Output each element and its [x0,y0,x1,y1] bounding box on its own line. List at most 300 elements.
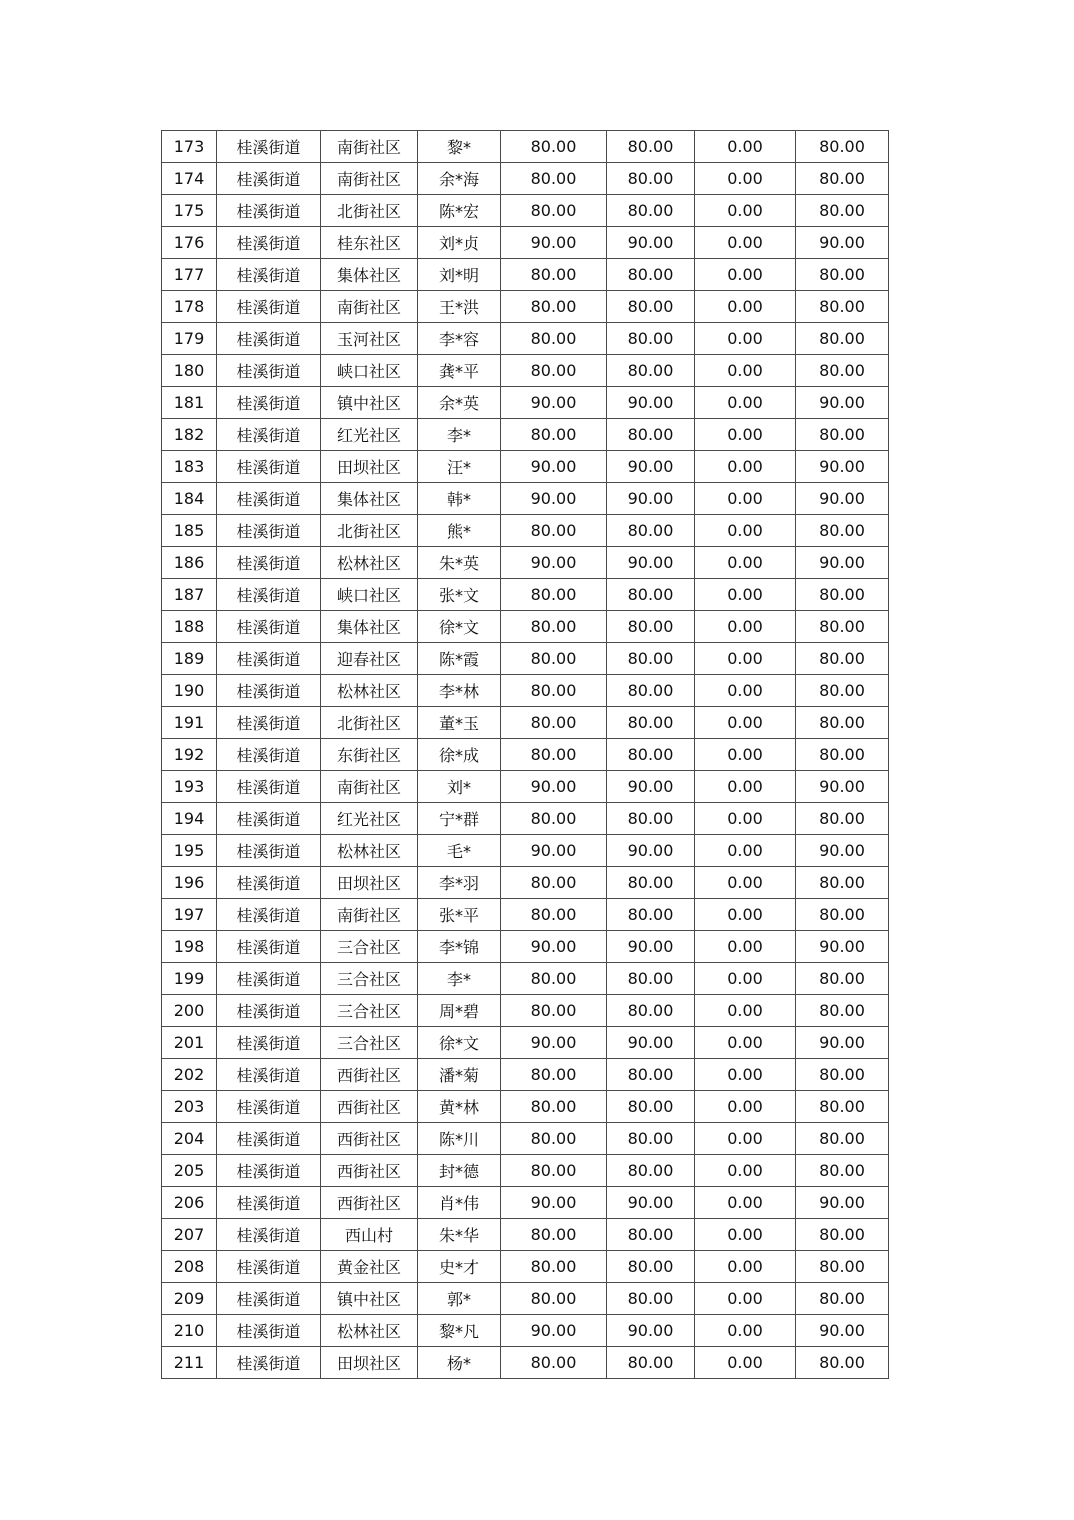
table-row [162,899,889,931]
amount-cell-4: 80.00 [796,963,889,995]
amount-cell-1: 80.00 [501,611,607,643]
community-cell: 松林社区 [321,1315,418,1347]
amount-cell-3: 0.00 [695,995,796,1027]
community-cell: 玉河社区 [321,323,418,355]
name-cell: 张*平 [418,899,501,931]
amount-cell-3: 0.00 [695,483,796,515]
subdistrict-cell: 桂溪街道 [217,963,321,995]
table-row [162,963,889,995]
amount-cell-4: 90.00 [796,1027,889,1059]
amount-cell-2: 80.00 [607,195,695,227]
community-cell: 迎春社区 [321,643,418,675]
amount-cell-3: 0.00 [695,1155,796,1187]
table-row [162,451,889,483]
amount-cell-3: 0.00 [695,419,796,451]
table-row [162,1155,889,1187]
table-row [162,995,889,1027]
amount-cell-4: 80.00 [796,579,889,611]
amount-cell-2: 80.00 [607,259,695,291]
amount-cell-3: 0.00 [695,451,796,483]
row-number-cell: 208 [162,1251,217,1283]
community-cell: 东街社区 [321,739,418,771]
amount-cell-4: 90.00 [796,227,889,259]
amount-cell-3: 0.00 [695,131,796,163]
community-cell: 镇中社区 [321,387,418,419]
community-cell: 南街社区 [321,291,418,323]
subdistrict-cell: 桂溪街道 [217,1059,321,1091]
name-cell: 徐*成 [418,739,501,771]
amount-cell-1: 90.00 [501,387,607,419]
amount-cell-1: 90.00 [501,931,607,963]
amount-cell-3: 0.00 [695,1059,796,1091]
amount-cell-2: 80.00 [607,291,695,323]
amount-cell-3: 0.00 [695,387,796,419]
amount-cell-1: 80.00 [501,1219,607,1251]
row-number-cell: 198 [162,931,217,963]
community-cell: 松林社区 [321,547,418,579]
subdistrict-cell: 桂溪街道 [217,1027,321,1059]
name-cell: 李*羽 [418,867,501,899]
community-cell: 西街社区 [321,1155,418,1187]
row-number-cell: 173 [162,131,217,163]
table-row [162,803,889,835]
name-cell: 朱*华 [418,1219,501,1251]
subdistrict-cell: 桂溪街道 [217,451,321,483]
name-cell: 肖*伟 [418,1187,501,1219]
name-cell: 李*林 [418,675,501,707]
amount-cell-4: 80.00 [796,1059,889,1091]
subdistrict-cell: 桂溪街道 [217,835,321,867]
table-row [162,419,889,451]
amount-cell-4: 80.00 [796,1155,889,1187]
amount-cell-4: 80.00 [796,739,889,771]
subdistrict-cell: 桂溪街道 [217,899,321,931]
amount-cell-2: 80.00 [607,1251,695,1283]
subdistrict-cell: 桂溪街道 [217,163,321,195]
community-cell: 松林社区 [321,675,418,707]
row-number-cell: 202 [162,1059,217,1091]
community-cell: 田坝社区 [321,451,418,483]
name-cell: 徐*文 [418,611,501,643]
amount-cell-1: 80.00 [501,259,607,291]
row-number-cell: 188 [162,611,217,643]
amount-cell-3: 0.00 [695,931,796,963]
community-cell: 南街社区 [321,131,418,163]
amount-cell-4: 80.00 [796,675,889,707]
table-row [162,931,889,963]
amount-cell-3: 0.00 [695,1187,796,1219]
table-row [162,259,889,291]
community-cell: 桂东社区 [321,227,418,259]
amount-cell-1: 80.00 [501,195,607,227]
row-number-cell: 186 [162,547,217,579]
amount-cell-4: 90.00 [796,931,889,963]
community-cell: 西山村 [321,1219,418,1251]
amount-cell-3: 0.00 [695,739,796,771]
amount-cell-1: 80.00 [501,515,607,547]
name-cell: 李*锦 [418,931,501,963]
community-cell: 三合社区 [321,963,418,995]
row-number-cell: 189 [162,643,217,675]
table-row [162,131,889,163]
amount-cell-1: 80.00 [501,1347,607,1379]
row-number-cell: 210 [162,1315,217,1347]
amount-cell-1: 80.00 [501,355,607,387]
subdistrict-cell: 桂溪街道 [217,227,321,259]
amount-cell-1: 80.00 [501,675,607,707]
name-cell: 宁*群 [418,803,501,835]
amount-cell-2: 90.00 [607,931,695,963]
amount-cell-4: 90.00 [796,1187,889,1219]
amount-cell-4: 90.00 [796,1315,889,1347]
amount-cell-3: 0.00 [695,1251,796,1283]
name-cell: 黎* [418,131,501,163]
community-cell: 镇中社区 [321,1283,418,1315]
amount-cell-2: 80.00 [607,803,695,835]
amount-cell-2: 80.00 [607,1283,695,1315]
community-cell: 南街社区 [321,163,418,195]
amount-cell-3: 0.00 [695,1347,796,1379]
name-cell: 张*文 [418,579,501,611]
community-cell: 北街社区 [321,195,418,227]
subdistrict-cell: 桂溪街道 [217,1123,321,1155]
amount-cell-1: 80.00 [501,643,607,675]
amount-cell-2: 80.00 [607,1155,695,1187]
amount-cell-1: 80.00 [501,291,607,323]
name-cell: 郭* [418,1283,501,1315]
subdistrict-cell: 桂溪街道 [217,739,321,771]
community-cell: 西街社区 [321,1059,418,1091]
row-number-cell: 190 [162,675,217,707]
community-cell: 西街社区 [321,1123,418,1155]
row-number-cell: 181 [162,387,217,419]
subdistrict-cell: 桂溪街道 [217,1155,321,1187]
subdistrict-cell: 桂溪街道 [217,643,321,675]
table-row [162,1219,889,1251]
table-row [162,515,889,547]
row-number-cell: 175 [162,195,217,227]
amount-cell-2: 80.00 [607,163,695,195]
amount-cell-2: 80.00 [607,131,695,163]
table-row [162,643,889,675]
amount-cell-3: 0.00 [695,899,796,931]
amount-cell-3: 0.00 [695,355,796,387]
amount-cell-4: 80.00 [796,291,889,323]
table-row [162,611,889,643]
name-cell: 韩* [418,483,501,515]
amount-cell-1: 90.00 [501,1315,607,1347]
subdistrict-cell: 桂溪街道 [217,771,321,803]
name-cell: 朱*英 [418,547,501,579]
amount-cell-2: 90.00 [607,1027,695,1059]
subdistrict-cell: 桂溪街道 [217,579,321,611]
amount-cell-3: 0.00 [695,963,796,995]
table-row [162,1059,889,1091]
amount-cell-3: 0.00 [695,1091,796,1123]
row-number-cell: 200 [162,995,217,1027]
amount-cell-2: 80.00 [607,611,695,643]
name-cell: 余*英 [418,387,501,419]
amount-cell-2: 80.00 [607,899,695,931]
name-cell: 汪* [418,451,501,483]
amount-cell-2: 90.00 [607,387,695,419]
amount-cell-2: 90.00 [607,835,695,867]
amount-cell-4: 80.00 [796,707,889,739]
amount-cell-3: 0.00 [695,259,796,291]
amount-cell-4: 80.00 [796,803,889,835]
amount-cell-4: 80.00 [796,515,889,547]
amount-cell-3: 0.00 [695,675,796,707]
row-number-cell: 194 [162,803,217,835]
name-cell: 李* [418,963,501,995]
amount-cell-4: 80.00 [796,995,889,1027]
amount-cell-3: 0.00 [695,1027,796,1059]
subdistrict-cell: 桂溪街道 [217,291,321,323]
row-number-cell: 179 [162,323,217,355]
amount-cell-2: 80.00 [607,867,695,899]
row-number-cell: 199 [162,963,217,995]
row-number-cell: 180 [162,355,217,387]
amount-cell-4: 80.00 [796,355,889,387]
amount-cell-4: 80.00 [796,419,889,451]
amount-cell-1: 80.00 [501,739,607,771]
community-cell: 北街社区 [321,707,418,739]
subdistrict-cell: 桂溪街道 [217,515,321,547]
amount-cell-2: 80.00 [607,579,695,611]
amount-cell-2: 80.00 [607,1123,695,1155]
row-number-cell: 178 [162,291,217,323]
amount-cell-4: 90.00 [796,483,889,515]
amount-cell-4: 90.00 [796,835,889,867]
community-cell: 集体社区 [321,259,418,291]
row-number-cell: 196 [162,867,217,899]
table-row [162,355,889,387]
row-number-cell: 201 [162,1027,217,1059]
amount-cell-2: 80.00 [607,995,695,1027]
subdistrict-cell: 桂溪街道 [217,1283,321,1315]
amount-cell-2: 80.00 [607,707,695,739]
row-number-cell: 193 [162,771,217,803]
subdistrict-cell: 桂溪街道 [217,419,321,451]
table-row [162,707,889,739]
name-cell: 毛* [418,835,501,867]
amount-cell-3: 0.00 [695,579,796,611]
name-cell: 刘* [418,771,501,803]
subdistrict-cell: 桂溪街道 [217,259,321,291]
row-number-cell: 203 [162,1091,217,1123]
community-cell: 峡口社区 [321,355,418,387]
table-row [162,291,889,323]
subdistrict-cell: 桂溪街道 [217,1219,321,1251]
name-cell: 史*才 [418,1251,501,1283]
community-cell: 三合社区 [321,995,418,1027]
amount-cell-3: 0.00 [695,1315,796,1347]
subdistrict-cell: 桂溪街道 [217,1091,321,1123]
row-number-cell: 184 [162,483,217,515]
table-row [162,1347,889,1379]
row-number-cell: 185 [162,515,217,547]
community-cell: 峡口社区 [321,579,418,611]
subdistrict-cell: 桂溪街道 [217,355,321,387]
subdistrict-cell: 桂溪街道 [217,483,321,515]
amount-cell-4: 80.00 [796,899,889,931]
amount-cell-1: 80.00 [501,1283,607,1315]
table-row [162,1091,889,1123]
name-cell: 龚*平 [418,355,501,387]
amount-cell-1: 80.00 [501,323,607,355]
subdistrict-cell: 桂溪街道 [217,195,321,227]
amount-cell-3: 0.00 [695,227,796,259]
table-row [162,1123,889,1155]
row-number-cell: 176 [162,227,217,259]
amount-cell-1: 80.00 [501,899,607,931]
name-cell: 周*碧 [418,995,501,1027]
amount-cell-2: 80.00 [607,1091,695,1123]
community-cell: 集体社区 [321,483,418,515]
amount-cell-1: 80.00 [501,1123,607,1155]
row-number-cell: 206 [162,1187,217,1219]
row-number-cell: 183 [162,451,217,483]
amount-cell-4: 80.00 [796,1123,889,1155]
table-row [162,323,889,355]
amount-cell-2: 80.00 [607,675,695,707]
amount-cell-3: 0.00 [695,515,796,547]
table-row [162,1187,889,1219]
amount-cell-4: 80.00 [796,163,889,195]
amount-cell-3: 0.00 [695,643,796,675]
community-cell: 南街社区 [321,771,418,803]
table-row [162,675,889,707]
amount-cell-3: 0.00 [695,867,796,899]
table-row [162,163,889,195]
amount-cell-1: 80.00 [501,867,607,899]
subdistrict-cell: 桂溪街道 [217,803,321,835]
amount-cell-2: 80.00 [607,419,695,451]
community-cell: 红光社区 [321,803,418,835]
table-row [162,1027,889,1059]
table-body [162,131,889,1379]
amount-cell-4: 80.00 [796,611,889,643]
table-row [162,835,889,867]
amount-cell-2: 90.00 [607,547,695,579]
community-cell: 南街社区 [321,899,418,931]
name-cell: 陈*霞 [418,643,501,675]
amount-cell-1: 90.00 [501,547,607,579]
name-cell: 黎*凡 [418,1315,501,1347]
row-number-cell: 205 [162,1155,217,1187]
amount-cell-1: 90.00 [501,835,607,867]
row-number-cell: 204 [162,1123,217,1155]
amount-cell-2: 80.00 [607,355,695,387]
amount-cell-4: 90.00 [796,451,889,483]
amount-cell-3: 0.00 [695,771,796,803]
subdistrict-cell: 桂溪街道 [217,611,321,643]
amount-cell-3: 0.00 [695,1219,796,1251]
subdistrict-cell: 桂溪街道 [217,931,321,963]
name-cell: 董*玉 [418,707,501,739]
row-number-cell: 177 [162,259,217,291]
amount-cell-3: 0.00 [695,1123,796,1155]
amount-cell-4: 80.00 [796,1283,889,1315]
community-cell: 田坝社区 [321,867,418,899]
row-number-cell: 211 [162,1347,217,1379]
table-row [162,1315,889,1347]
community-cell: 红光社区 [321,419,418,451]
amount-cell-1: 80.00 [501,707,607,739]
table-row [162,867,889,899]
subdistrict-cell: 桂溪街道 [217,1187,321,1219]
name-cell: 潘*菊 [418,1059,501,1091]
amount-cell-2: 90.00 [607,483,695,515]
amount-cell-1: 80.00 [501,995,607,1027]
row-number-cell: 191 [162,707,217,739]
amount-cell-2: 80.00 [607,1347,695,1379]
amount-cell-1: 80.00 [501,1091,607,1123]
amount-cell-1: 80.00 [501,131,607,163]
amount-cell-4: 80.00 [796,1251,889,1283]
community-cell: 黄金社区 [321,1251,418,1283]
subdistrict-cell: 桂溪街道 [217,1315,321,1347]
amount-cell-1: 80.00 [501,1251,607,1283]
subdistrict-cell: 桂溪街道 [217,387,321,419]
table-row [162,227,889,259]
amount-cell-4: 90.00 [796,387,889,419]
amount-cell-2: 80.00 [607,643,695,675]
name-cell: 黄*林 [418,1091,501,1123]
amount-cell-4: 80.00 [796,195,889,227]
name-cell: 熊* [418,515,501,547]
name-cell: 陈*川 [418,1123,501,1155]
table-row [162,483,889,515]
community-cell: 松林社区 [321,835,418,867]
subdistrict-cell: 桂溪街道 [217,1251,321,1283]
amount-cell-3: 0.00 [695,611,796,643]
table-row [162,1283,889,1315]
amount-cell-2: 90.00 [607,1187,695,1219]
subdistrict-cell: 桂溪街道 [217,1347,321,1379]
amount-cell-1: 80.00 [501,419,607,451]
subdistrict-cell: 桂溪街道 [217,707,321,739]
amount-cell-2: 90.00 [607,1315,695,1347]
amount-cell-4: 90.00 [796,771,889,803]
community-cell: 西街社区 [321,1187,418,1219]
name-cell: 余*海 [418,163,501,195]
amount-cell-3: 0.00 [695,195,796,227]
row-number-cell: 207 [162,1219,217,1251]
amount-cell-2: 90.00 [607,771,695,803]
row-number-cell: 192 [162,739,217,771]
amount-cell-3: 0.00 [695,707,796,739]
amount-cell-1: 80.00 [501,1059,607,1091]
table-row [162,547,889,579]
table-row [162,771,889,803]
amount-cell-1: 80.00 [501,579,607,611]
name-cell: 王*洪 [418,291,501,323]
name-cell: 李* [418,419,501,451]
amount-cell-2: 80.00 [607,1219,695,1251]
amount-cell-4: 80.00 [796,259,889,291]
amount-cell-1: 90.00 [501,483,607,515]
amount-cell-2: 80.00 [607,323,695,355]
amount-cell-1: 90.00 [501,1187,607,1219]
name-cell: 徐*文 [418,1027,501,1059]
amount-cell-2: 80.00 [607,739,695,771]
amount-cell-2: 80.00 [607,963,695,995]
subdistrict-cell: 桂溪街道 [217,131,321,163]
community-cell: 三合社区 [321,931,418,963]
row-number-cell: 197 [162,899,217,931]
community-cell: 集体社区 [321,611,418,643]
